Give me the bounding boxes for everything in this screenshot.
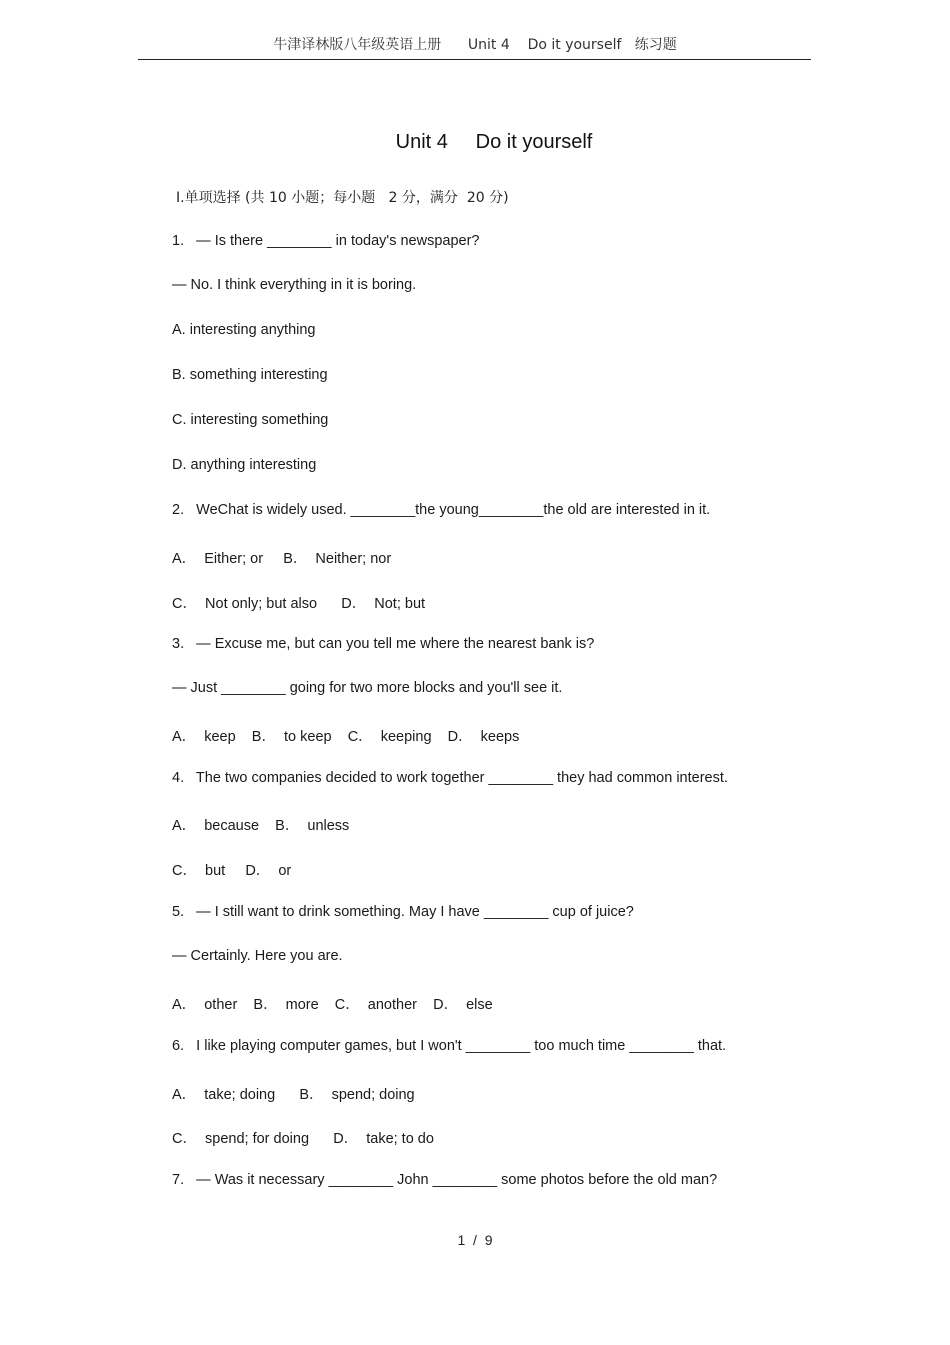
- question-line: — No. I think everything in it is boring.: [172, 277, 417, 293]
- question-line: 6. I like playing computer games, but I won't ________ too much time ________ that.: [172, 1038, 727, 1054]
- option-line: B. something interesting: [172, 367, 328, 383]
- question-line: 1. — Is there ________ in today's newspaper?: [172, 233, 480, 249]
- option-line: A． Either; or B． Neither; nor: [172, 551, 392, 567]
- option-line: C． spend; for doing D． take; to do: [172, 1131, 434, 1147]
- question-line: — Certainly. Here you are.: [172, 948, 343, 964]
- question-line: — Just ________ going for two more blocks and you'll see it.: [172, 680, 563, 696]
- question-line: 4. The two companies decided to work together ________ they had common interest.: [172, 770, 728, 786]
- option-line: A． take; doing B． spend; doing: [172, 1087, 415, 1103]
- question-line: 2. WeChat is widely used. ________the young________the old are interested in it.: [172, 502, 711, 518]
- page-number: 1 / 9: [457, 1232, 493, 1248]
- option-line: A． keep B． to keep C． keeping D． keeps: [172, 729, 520, 745]
- section-heading: Ⅰ.单项选择 (共 10 小题；每小题 2 分，满分 20 分): [176, 190, 509, 206]
- document-title: Unit 4 Do it yourself: [395, 131, 593, 153]
- question-line: 5. — I still want to drink something. May I have ________ cup of juice?: [172, 904, 634, 920]
- page-header: 牛津译林版八年级英语上册 Unit 4 Do it yourself 练习题: [273, 37, 677, 53]
- option-line: A． other B． more C． another D． else: [172, 997, 493, 1013]
- option-line: A. interesting anything: [172, 322, 316, 338]
- header-divider: [138, 59, 811, 60]
- option-line: C． Not only; but also D． Not; but: [172, 596, 426, 612]
- option-line: C． but D． or: [172, 863, 292, 879]
- option-line: D. anything interesting: [172, 457, 317, 473]
- option-line: A． because B． unless: [172, 818, 350, 834]
- question-line: 3. — Excuse me, but can you tell me where the nearest bank is?: [172, 636, 595, 652]
- option-line: C. interesting something: [172, 412, 329, 428]
- question-line: 7. — Was it necessary ________ John ________ some photos before the old man?: [172, 1172, 718, 1188]
